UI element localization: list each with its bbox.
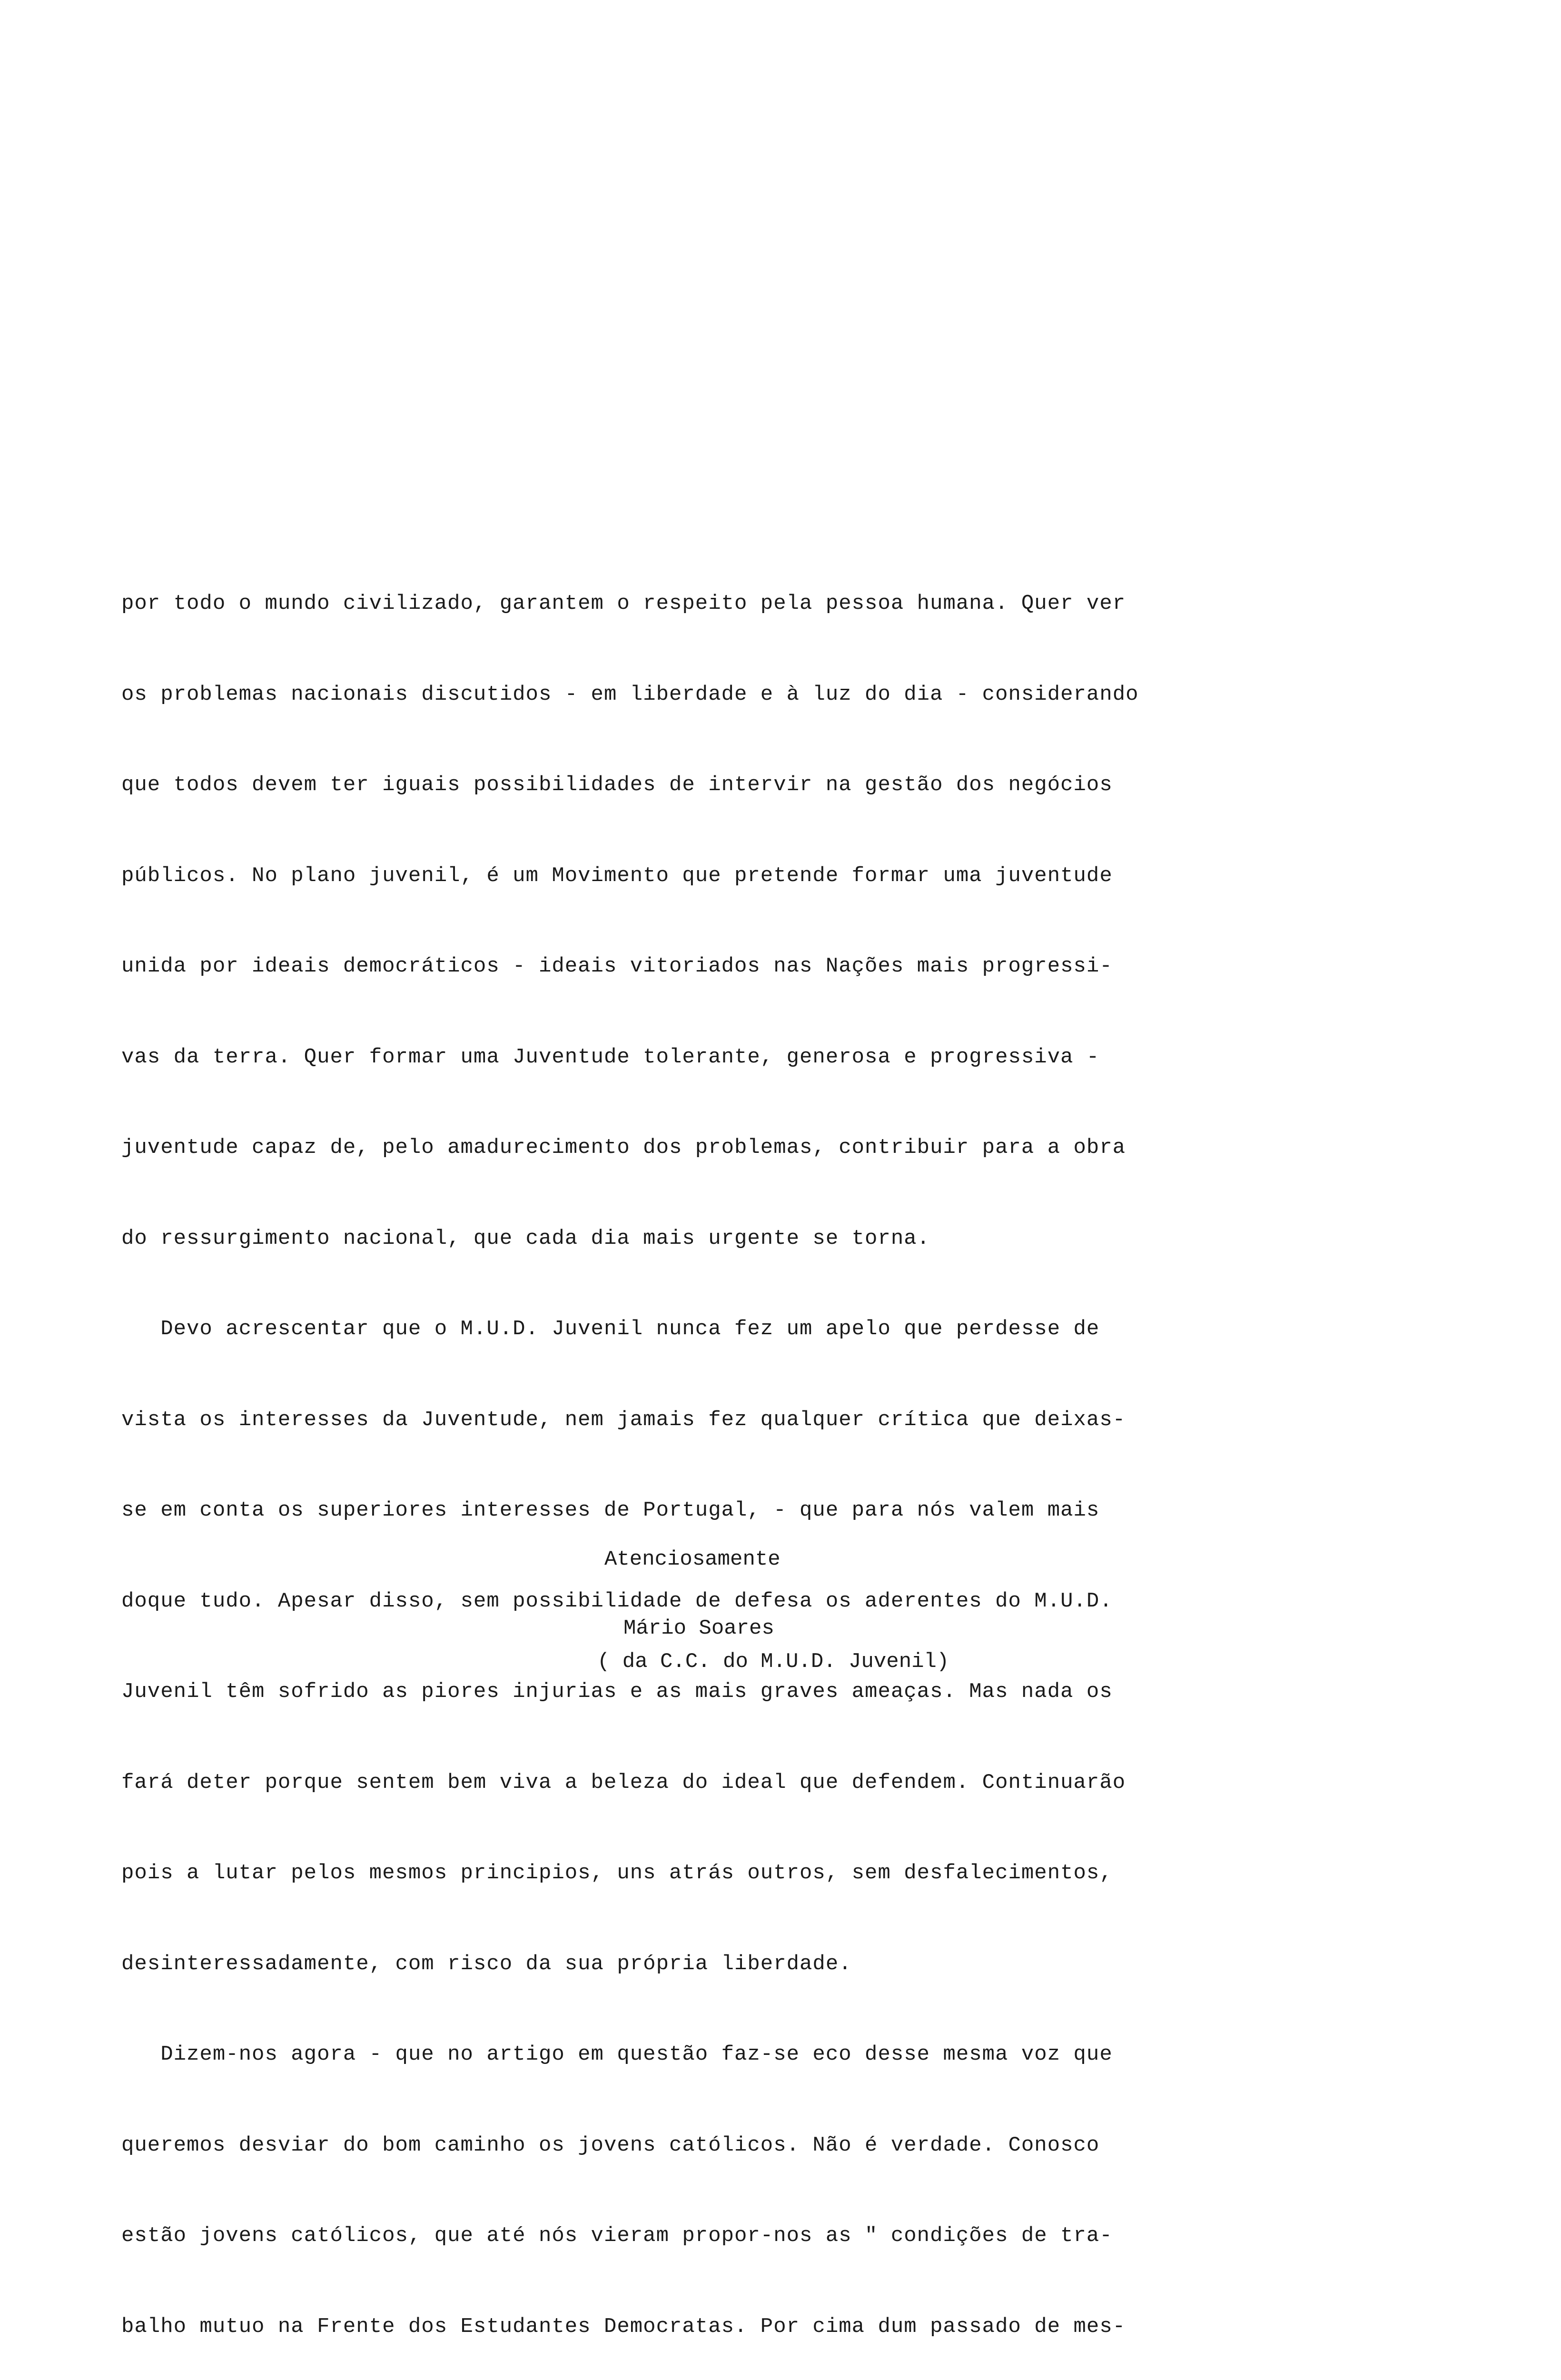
text-line-5: unida por ideais democráticos - ideais vitoriados nas Nações mais progressi- — [121, 954, 1113, 978]
text-line-16: desinteressadamente, com risco da sua própria liberdade. — [121, 1952, 852, 1976]
text-line-3: que todos devem ter iguais possibilidades de intervir na gestão dos negócios — [121, 773, 1113, 797]
text-line-9: Devo acrescentar que o M.U.D. Juvenil nunca fez um apelo que perdesse de — [121, 1317, 1100, 1341]
signature-role: ( da C.C. do M.U.D. Juvenil) — [597, 1650, 949, 1674]
text-line-10: vista os interesses da Juventude, nem jamais fez qualquer crítica que deixas- — [121, 1408, 1126, 1432]
text-line-8: do ressurgimento nacional, que cada dia mais urgente se torna. — [121, 1226, 930, 1250]
text-line-15: pois a lutar pelos mesmos principios, uns atrás outros, sem desfalecimentos, — [121, 1861, 1113, 1885]
text-line-19: estão jovens católicos, que até nós vieram propor-nos as " condições de tra- — [121, 2224, 1113, 2248]
text-line-11: se em conta os superiores interesses de Portugal, - que para nós valem mais — [121, 1498, 1100, 1522]
text-line-13: Juvenil têm sofrido as piores injurias e as mais graves ameaças. Mas nada os — [121, 1680, 1113, 1704]
text-line-6: vas da terra. Quer formar uma Juventude tolerante, generosa e progressiva - — [121, 1045, 1100, 1069]
signature-name: Mário Soares — [623, 1616, 774, 1640]
text-line-4: públicos. No plano juvenil, é um Movimento que pretende formar uma juventude — [121, 863, 1113, 888]
text-line-7: juventude capaz de, pelo amadurecimento dos problemas, contribuir para a obra — [121, 1136, 1126, 1160]
text-line-1: por todo o mundo civilizado, garantem o respeito pela pessoa humana. Quer ver — [121, 592, 1126, 615]
text-line-2: os problemas nacionais discutidos - em liberdade e à luz do dia - considerando — [121, 682, 1139, 706]
text-line-14: fará deter porque sentem bem viva a beleza do ideal que defendem. Continuarão — [121, 1770, 1126, 1795]
text-line-18: queremos desviar do bom caminho os jovens católicos. Não é verdade. Conosco — [121, 2133, 1100, 2157]
text-line-20: balho mutuo na Frente dos Estudantes Democratas. Por cima dum passado de mes- — [121, 2314, 1126, 2339]
letter-body — [121, 528, 1454, 2380]
text-line-12: doque tudo. Apesar disso, sem possibilidade de defesa os aderentes do M.U.D. — [121, 1589, 1113, 1613]
closing-greeting: Atenciosamente — [604, 1547, 780, 1571]
text-line-17: Dizem-nos agora - que no artigo em questão faz-se eco desse mesma voz que — [121, 2043, 1113, 2066]
